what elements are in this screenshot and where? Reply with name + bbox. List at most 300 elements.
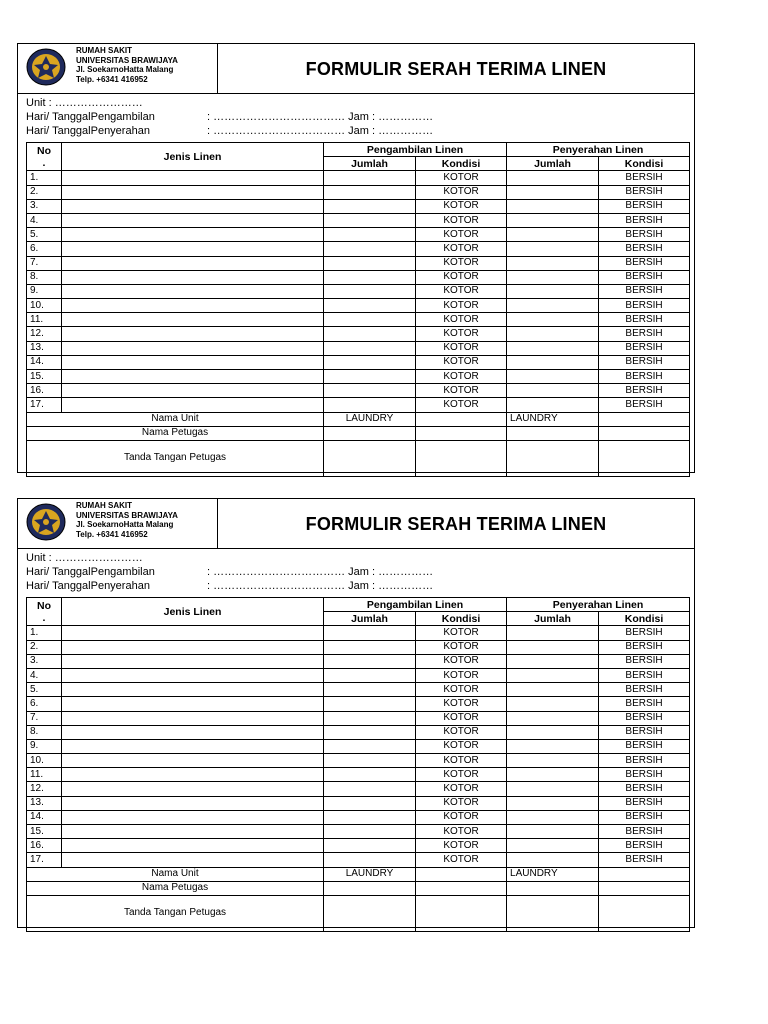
table-row <box>27 825 690 839</box>
jumlah-pengambilan-field[interactable] <box>324 754 416 768</box>
jumlah-pengambilan-field[interactable] <box>324 284 416 298</box>
jumlah-pengambilan-field[interactable] <box>324 228 416 242</box>
jenis-linen-field[interactable] <box>62 853 324 867</box>
kondisi-bersih: BERSIH <box>599 370 690 384</box>
delivery-value-field[interactable]: : ……………………………… Jam : …………… <box>207 125 434 137</box>
jenis-linen-field[interactable] <box>62 825 324 839</box>
jumlah-penyerahan-field[interactable] <box>507 810 599 824</box>
institution-phone: Telp. +6341 416952 <box>76 74 148 84</box>
header-jumlah: Jumlah <box>507 157 599 171</box>
delivery-label: Hari/ TanggalPenyerahan <box>26 580 150 592</box>
kondisi-bersih: BERSIH <box>599 327 690 341</box>
jumlah-pengambilan-field[interactable] <box>324 384 416 398</box>
kondisi-kotor: KOTOR <box>416 796 507 810</box>
jumlah-penyerahan-field[interactable] <box>507 299 599 313</box>
kondisi-bersih: BERSIH <box>599 384 690 398</box>
table-row <box>27 725 690 739</box>
header-no: No . <box>27 143 62 171</box>
jumlah-penyerahan-field[interactable] <box>507 782 599 796</box>
jenis-linen-field[interactable] <box>62 370 324 384</box>
jumlah-penyerahan-field[interactable] <box>507 668 599 682</box>
nama-petugas-field[interactable] <box>599 881 690 895</box>
row-number: 13. <box>27 796 62 810</box>
row-number: 7. <box>27 711 62 725</box>
kondisi-kotor: KOTOR <box>416 810 507 824</box>
jenis-linen-field[interactable] <box>62 299 324 313</box>
kondisi-bersih: BERSIH <box>599 739 690 753</box>
jenis-linen-field[interactable] <box>62 199 324 213</box>
jenis-linen-field[interactable] <box>62 683 324 697</box>
nama-petugas-field[interactable] <box>324 881 416 895</box>
laundry-cell: LAUNDRY <box>507 867 599 881</box>
jumlah-penyerahan-field[interactable] <box>507 626 599 640</box>
jenis-linen-field[interactable] <box>62 810 324 824</box>
jumlah-penyerahan-field[interactable] <box>507 327 599 341</box>
jenis-linen-field[interactable] <box>62 171 324 185</box>
table-row <box>27 640 690 654</box>
jumlah-penyerahan-field[interactable] <box>507 853 599 867</box>
jumlah-penyerahan-field[interactable] <box>507 839 599 853</box>
institution-phone: Telp. +6341 416952 <box>76 529 148 539</box>
kondisi-bersih: BERSIH <box>599 683 690 697</box>
jumlah-pengambilan-field[interactable] <box>324 697 416 711</box>
footer-row-nama-petugas <box>27 426 690 440</box>
pickup-value-field[interactable]: : ……………………………… Jam : …………… <box>207 111 434 123</box>
jenis-linen-field[interactable] <box>62 256 324 270</box>
jumlah-penyerahan-field[interactable] <box>507 739 599 753</box>
table-row <box>27 199 690 213</box>
jenis-linen-field[interactable] <box>62 213 324 227</box>
kondisi-bersih: BERSIH <box>599 398 690 412</box>
jumlah-pengambilan-field[interactable] <box>324 796 416 810</box>
jumlah-pengambilan-field[interactable] <box>324 171 416 185</box>
row-number: 3. <box>27 654 62 668</box>
institution-block <box>18 44 218 94</box>
kondisi-kotor: KOTOR <box>416 313 507 327</box>
university-logo-icon <box>26 503 66 541</box>
kondisi-kotor: KOTOR <box>416 284 507 298</box>
jumlah-pengambilan-field[interactable] <box>324 242 416 256</box>
jumlah-penyerahan-field[interactable] <box>507 768 599 782</box>
nama-petugas-label: Nama Petugas <box>27 426 324 440</box>
table-header-row <box>27 598 690 612</box>
table-row <box>27 853 690 867</box>
jumlah-pengambilan-field[interactable] <box>324 341 416 355</box>
jumlah-pengambilan-field[interactable] <box>324 825 416 839</box>
table-row <box>27 711 690 725</box>
table-row <box>27 654 690 668</box>
kondisi-kotor: KOTOR <box>416 725 507 739</box>
kondisi-bersih: BERSIH <box>599 711 690 725</box>
row-number: 5. <box>27 228 62 242</box>
signature-field[interactable] <box>599 895 690 931</box>
kondisi-kotor: KOTOR <box>416 654 507 668</box>
kondisi-bersih: BERSIH <box>599 299 690 313</box>
kondisi-kotor: KOTOR <box>416 839 507 853</box>
institution-line: UNIVERSITAS BRAWIJAYA <box>76 510 178 520</box>
jumlah-pengambilan-field[interactable] <box>324 313 416 327</box>
signature-field[interactable] <box>324 895 416 931</box>
jumlah-pengambilan-field[interactable] <box>324 768 416 782</box>
table-row <box>27 782 690 796</box>
row-number: 11. <box>27 768 62 782</box>
kondisi-bersih: BERSIH <box>599 853 690 867</box>
jenis-linen-field[interactable] <box>62 313 324 327</box>
kondisi-kotor: KOTOR <box>416 825 507 839</box>
jumlah-pengambilan-field[interactable] <box>324 299 416 313</box>
jumlah-penyerahan-field[interactable] <box>507 398 599 412</box>
nama-petugas-field[interactable] <box>507 426 599 440</box>
row-number: 3. <box>27 199 62 213</box>
table-row <box>27 739 690 753</box>
nama-unit-label: Nama Unit <box>27 412 324 426</box>
laundry-cell: LAUNDRY <box>324 412 416 426</box>
row-number: 1. <box>27 171 62 185</box>
jumlah-pengambilan-field[interactable] <box>324 668 416 682</box>
jumlah-penyerahan-field[interactable] <box>507 355 599 369</box>
kondisi-kotor: KOTOR <box>416 256 507 270</box>
unit-label[interactable]: Unit : …………………… <box>26 552 143 564</box>
kondisi-kotor: KOTOR <box>416 171 507 185</box>
row-number: 17. <box>27 853 62 867</box>
table-row <box>27 398 690 412</box>
kondisi-bersih: BERSIH <box>599 697 690 711</box>
kondisi-kotor: KOTOR <box>416 626 507 640</box>
header-penyerahan: Penyerahan Linen <box>507 598 690 612</box>
nama-unit-field[interactable] <box>416 412 507 426</box>
kondisi-kotor: KOTOR <box>416 384 507 398</box>
jenis-linen-field[interactable] <box>62 782 324 796</box>
jenis-linen-field[interactable] <box>62 839 324 853</box>
kondisi-bersih: BERSIH <box>599 313 690 327</box>
row-number: 17. <box>27 398 62 412</box>
row-number: 14. <box>27 355 62 369</box>
jenis-linen-field[interactable] <box>62 384 324 398</box>
jenis-linen-field[interactable] <box>62 270 324 284</box>
nama-petugas-field[interactable] <box>324 426 416 440</box>
kondisi-kotor: KOTOR <box>416 640 507 654</box>
jenis-linen-field[interactable] <box>62 242 324 256</box>
kondisi-kotor: KOTOR <box>416 270 507 284</box>
jumlah-pengambilan-field[interactable] <box>324 683 416 697</box>
header-jumlah: Jumlah <box>507 612 599 626</box>
kondisi-bersih: BERSIH <box>599 171 690 185</box>
jumlah-penyerahan-field[interactable] <box>507 683 599 697</box>
jumlah-pengambilan-field[interactable] <box>324 810 416 824</box>
jumlah-pengambilan-field[interactable] <box>324 739 416 753</box>
kondisi-bersih: BERSIH <box>599 768 690 782</box>
jumlah-penyerahan-field[interactable] <box>507 711 599 725</box>
table-row <box>27 683 690 697</box>
kondisi-kotor: KOTOR <box>416 185 507 199</box>
row-number: 5. <box>27 683 62 697</box>
jenis-linen-field[interactable] <box>62 284 324 298</box>
institution-text <box>76 501 178 539</box>
pickup-value-field[interactable]: : ……………………………… Jam : …………… <box>207 566 434 578</box>
institution-line: RUMAH SAKIT <box>76 46 132 55</box>
jumlah-pengambilan-field[interactable] <box>324 839 416 853</box>
linen-handover-form <box>17 43 695 473</box>
table-row <box>27 668 690 682</box>
delivery-label: Hari/ TanggalPenyerahan <box>26 125 150 137</box>
jumlah-penyerahan-field[interactable] <box>507 697 599 711</box>
delivery-value-field[interactable]: : ……………………………… Jam : …………… <box>207 580 434 592</box>
jenis-linen-field[interactable] <box>62 228 324 242</box>
kondisi-bersih: BERSIH <box>599 839 690 853</box>
row-number: 2. <box>27 185 62 199</box>
jumlah-pengambilan-field[interactable] <box>324 199 416 213</box>
row-number: 9. <box>27 284 62 298</box>
row-number: 10. <box>27 299 62 313</box>
kondisi-kotor: KOTOR <box>416 341 507 355</box>
jumlah-penyerahan-field[interactable] <box>507 725 599 739</box>
jumlah-pengambilan-field[interactable] <box>324 853 416 867</box>
jenis-linen-field[interactable] <box>62 355 324 369</box>
header-jumlah: Jumlah <box>324 612 416 626</box>
kondisi-bersih: BERSIH <box>599 796 690 810</box>
kondisi-kotor: KOTOR <box>416 355 507 369</box>
jenis-linen-field[interactable] <box>62 768 324 782</box>
jumlah-pengambilan-field[interactable] <box>324 626 416 640</box>
institution-block <box>18 499 218 549</box>
jumlah-pengambilan-field[interactable] <box>324 270 416 284</box>
jumlah-penyerahan-field[interactable] <box>507 640 599 654</box>
table-row <box>27 256 690 270</box>
jumlah-pengambilan-field[interactable] <box>324 370 416 384</box>
jenis-linen-field[interactable] <box>62 626 324 640</box>
nama-petugas-field[interactable] <box>507 881 599 895</box>
kondisi-bersih: BERSIH <box>599 782 690 796</box>
table-row <box>27 327 690 341</box>
table-row <box>27 384 690 398</box>
signature-field[interactable] <box>507 895 599 931</box>
footer-row-tanda-tangan <box>27 440 690 476</box>
jumlah-penyerahan-field[interactable] <box>507 213 599 227</box>
kondisi-kotor: KOTOR <box>416 199 507 213</box>
jenis-linen-field[interactable] <box>62 327 324 341</box>
jumlah-pengambilan-field[interactable] <box>324 398 416 412</box>
row-number: 10. <box>27 754 62 768</box>
jenis-linen-field[interactable] <box>62 754 324 768</box>
kondisi-bersih: BERSIH <box>599 284 690 298</box>
jenis-linen-field[interactable] <box>62 185 324 199</box>
jenis-linen-field[interactable] <box>62 697 324 711</box>
kondisi-kotor: KOTOR <box>416 398 507 412</box>
form-header <box>18 499 694 549</box>
header-pengambilan: Pengambilan Linen <box>324 598 507 612</box>
table-row <box>27 768 690 782</box>
table-row <box>27 213 690 227</box>
kondisi-bersih: BERSIH <box>599 355 690 369</box>
jumlah-penyerahan-field[interactable] <box>507 171 599 185</box>
signature-field[interactable] <box>416 440 507 476</box>
row-number: 16. <box>27 384 62 398</box>
jumlah-pengambilan-field[interactable] <box>324 711 416 725</box>
jenis-linen-field[interactable] <box>62 640 324 654</box>
jumlah-pengambilan-field[interactable] <box>324 725 416 739</box>
row-number: 14. <box>27 810 62 824</box>
laundry-cell: LAUNDRY <box>507 412 599 426</box>
kondisi-bersih: BERSIH <box>599 228 690 242</box>
row-number: 9. <box>27 739 62 753</box>
unit-label[interactable]: Unit : …………………… <box>26 97 143 109</box>
signature-field[interactable] <box>507 440 599 476</box>
kondisi-bersih: BERSIH <box>599 242 690 256</box>
row-number: 15. <box>27 825 62 839</box>
institution-line: RUMAH SAKIT <box>76 501 132 510</box>
table-row <box>27 171 690 185</box>
row-number: 15. <box>27 370 62 384</box>
jumlah-pengambilan-field[interactable] <box>324 213 416 227</box>
jenis-linen-field[interactable] <box>62 341 324 355</box>
kondisi-bersih: BERSIH <box>599 640 690 654</box>
footer-row-nama-unit <box>27 412 690 426</box>
institution-address: Jl. SoekarnoHatta Malang <box>76 520 174 529</box>
header-no: No . <box>27 598 62 626</box>
jumlah-penyerahan-field[interactable] <box>507 242 599 256</box>
kondisi-bersih: BERSIH <box>599 270 690 284</box>
jenis-linen-field[interactable] <box>62 796 324 810</box>
jenis-linen-field[interactable] <box>62 711 324 725</box>
nama-unit-field[interactable] <box>416 867 507 881</box>
header-kondisi: Kondisi <box>416 612 507 626</box>
jenis-linen-field[interactable] <box>62 654 324 668</box>
university-logo-icon <box>26 48 66 86</box>
kondisi-bersih: BERSIH <box>599 654 690 668</box>
jumlah-penyerahan-field[interactable] <box>507 284 599 298</box>
jumlah-pengambilan-field[interactable] <box>324 640 416 654</box>
signature-field[interactable] <box>324 440 416 476</box>
kondisi-kotor: KOTOR <box>416 754 507 768</box>
jumlah-pengambilan-field[interactable] <box>324 327 416 341</box>
kondisi-bersih: BERSIH <box>599 668 690 682</box>
jumlah-penyerahan-field[interactable] <box>507 256 599 270</box>
jenis-linen-field[interactable] <box>62 398 324 412</box>
kondisi-kotor: KOTOR <box>416 327 507 341</box>
row-number: 8. <box>27 270 62 284</box>
signature-field[interactable] <box>599 440 690 476</box>
kondisi-kotor: KOTOR <box>416 299 507 313</box>
nama-unit-field[interactable] <box>599 867 690 881</box>
table-row <box>27 355 690 369</box>
nama-unit-label: Nama Unit <box>27 867 324 881</box>
header-kondisi: Kondisi <box>416 157 507 171</box>
kondisi-bersih: BERSIH <box>599 825 690 839</box>
table-row <box>27 370 690 384</box>
nama-petugas-label: Nama Petugas <box>27 881 324 895</box>
kondisi-kotor: KOTOR <box>416 711 507 725</box>
jumlah-penyerahan-field[interactable] <box>507 313 599 327</box>
header-penyerahan: Penyerahan Linen <box>507 143 690 157</box>
jumlah-penyerahan-field[interactable] <box>507 199 599 213</box>
form-header <box>18 44 694 94</box>
jumlah-penyerahan-field[interactable] <box>507 754 599 768</box>
jumlah-pengambilan-field[interactable] <box>324 654 416 668</box>
pickup-label: Hari/ TanggalPengambilan <box>26 111 155 123</box>
kondisi-bersih: BERSIH <box>599 213 690 227</box>
table-row <box>27 839 690 853</box>
jenis-linen-field[interactable] <box>62 725 324 739</box>
nama-unit-field[interactable] <box>599 412 690 426</box>
jumlah-penyerahan-field[interactable] <box>507 384 599 398</box>
laundry-cell: LAUNDRY <box>324 867 416 881</box>
nama-petugas-field[interactable] <box>416 426 507 440</box>
header-pengambilan: Pengambilan Linen <box>324 143 507 157</box>
jumlah-penyerahan-field[interactable] <box>507 370 599 384</box>
kondisi-bersih: BERSIH <box>599 754 690 768</box>
table-row <box>27 270 690 284</box>
header-jenis-linen: Jenis Linen <box>62 598 324 626</box>
institution-text <box>76 46 178 84</box>
jumlah-penyerahan-field[interactable] <box>507 228 599 242</box>
jumlah-penyerahan-field[interactable] <box>507 825 599 839</box>
jumlah-penyerahan-field[interactable] <box>507 341 599 355</box>
header-jumlah: Jumlah <box>324 157 416 171</box>
linen-table <box>26 142 690 477</box>
jumlah-penyerahan-field[interactable] <box>507 270 599 284</box>
table-row <box>27 284 690 298</box>
footer-row-nama-unit <box>27 867 690 881</box>
tanda-tangan-label: Tanda Tangan Petugas <box>27 895 324 931</box>
jenis-linen-field[interactable] <box>62 739 324 753</box>
kondisi-bersih: BERSIH <box>599 810 690 824</box>
nama-petugas-field[interactable] <box>599 426 690 440</box>
table-row <box>27 228 690 242</box>
jenis-linen-field[interactable] <box>62 668 324 682</box>
kondisi-bersih: BERSIH <box>599 256 690 270</box>
table-row <box>27 626 690 640</box>
jumlah-pengambilan-field[interactable] <box>324 256 416 270</box>
tanda-tangan-label: Tanda Tangan Petugas <box>27 440 324 476</box>
jumlah-penyerahan-field[interactable] <box>507 796 599 810</box>
table-row <box>27 299 690 313</box>
row-number: 1. <box>27 626 62 640</box>
row-number: 4. <box>27 668 62 682</box>
institution-address: Jl. SoekarnoHatta Malang <box>76 65 174 74</box>
pickup-label: Hari/ TanggalPengambilan <box>26 566 155 578</box>
row-number: 11. <box>27 313 62 327</box>
row-number: 12. <box>27 327 62 341</box>
jumlah-penyerahan-field[interactable] <box>507 654 599 668</box>
table-row <box>27 242 690 256</box>
form-title: FORMULIR SERAH TERIMA LINEN <box>305 513 607 534</box>
row-number: 16. <box>27 839 62 853</box>
kondisi-kotor: KOTOR <box>416 228 507 242</box>
footer-row-tanda-tangan <box>27 895 690 931</box>
nama-petugas-field[interactable] <box>416 881 507 895</box>
header-kondisi: Kondisi <box>599 157 690 171</box>
table-row <box>27 796 690 810</box>
kondisi-bersih: BERSIH <box>599 725 690 739</box>
jumlah-penyerahan-field[interactable] <box>507 185 599 199</box>
institution-line: UNIVERSITAS BRAWIJAYA <box>76 55 178 65</box>
linen-table <box>26 597 690 932</box>
signature-field[interactable] <box>416 895 507 931</box>
kondisi-kotor: KOTOR <box>416 739 507 753</box>
header-kondisi: Kondisi <box>599 612 690 626</box>
row-number: 8. <box>27 725 62 739</box>
kondisi-kotor: KOTOR <box>416 370 507 384</box>
jumlah-pengambilan-field[interactable] <box>324 782 416 796</box>
row-number: 2. <box>27 640 62 654</box>
jumlah-pengambilan-field[interactable] <box>324 185 416 199</box>
table-header-row <box>27 143 690 157</box>
row-number: 12. <box>27 782 62 796</box>
table-row <box>27 754 690 768</box>
footer-row-nama-petugas <box>27 881 690 895</box>
jumlah-pengambilan-field[interactable] <box>324 355 416 369</box>
kondisi-bersih: BERSIH <box>599 199 690 213</box>
